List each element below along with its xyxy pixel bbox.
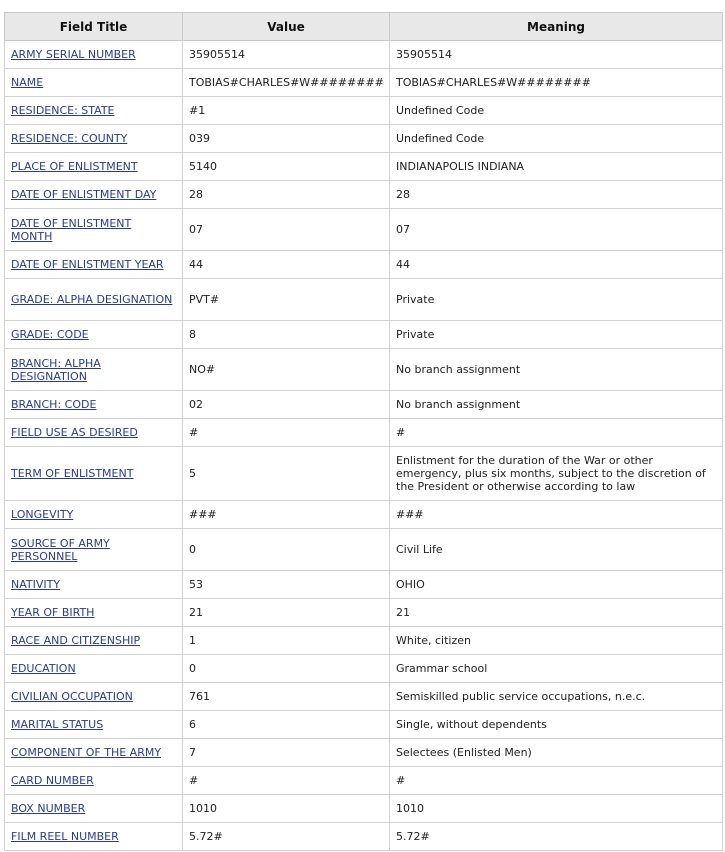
field-title-link[interactable]: GRADE: ALPHA DESIGNATION <box>11 293 173 306</box>
meaning-cell: 35905514 <box>390 41 723 69</box>
meaning-cell: Selectees (Enlisted Men) <box>390 739 723 767</box>
field-title-cell <box>5 599 183 627</box>
field-title-link[interactable]: BRANCH: ALPHA DESIGNATION <box>11 356 101 383</box>
table-row <box>5 739 723 767</box>
table-row <box>5 795 723 823</box>
field-title-cell <box>5 419 183 447</box>
field-title-cell <box>5 683 183 711</box>
field-title-cell <box>5 153 183 181</box>
value-cell: ### <box>183 501 390 529</box>
field-title-cell <box>5 321 183 349</box>
field-title-link[interactable]: GRADE: CODE <box>11 328 89 341</box>
field-title-cell <box>5 391 183 419</box>
table-row <box>5 501 723 529</box>
meaning-cell: 07 <box>390 209 723 251</box>
meaning-cell: Grammar school <box>390 655 723 683</box>
table-row <box>5 599 723 627</box>
value-cell: TOBIAS#CHARLES#W######## <box>183 69 390 97</box>
field-title-cell <box>5 795 183 823</box>
column-header-field-title: Field Title <box>5 13 183 41</box>
table-row <box>5 683 723 711</box>
field-title-cell <box>5 627 183 655</box>
value-cell: 5140 <box>183 153 390 181</box>
field-title-link[interactable]: RESIDENCE: COUNTY <box>11 132 128 145</box>
field-title-link[interactable]: RESIDENCE: STATE <box>11 104 115 117</box>
meaning-cell: Undefined Code <box>390 97 723 125</box>
field-title-cell <box>5 41 183 69</box>
value-cell: 8 <box>183 321 390 349</box>
value-cell: #1 <box>183 97 390 125</box>
field-title-link[interactable]: SOURCE OF ARMY PERSONNEL <box>11 536 110 563</box>
table-row <box>5 181 723 209</box>
field-title-cell <box>5 655 183 683</box>
field-title-link[interactable]: BRANCH: CODE <box>11 398 97 411</box>
field-title-link[interactable]: MARITAL STATUS <box>11 718 104 731</box>
value-cell: 5 <box>183 447 390 501</box>
field-title-cell <box>5 251 183 279</box>
value-cell: 21 <box>183 599 390 627</box>
table-row <box>5 823 723 851</box>
meaning-cell: Civil Life <box>390 529 723 571</box>
field-title-cell <box>5 447 183 501</box>
meaning-cell: Private <box>390 279 723 321</box>
value-cell: PVT# <box>183 279 390 321</box>
table-row <box>5 711 723 739</box>
table-row <box>5 41 723 69</box>
meaning-cell: INDIANAPOLIS INDIANA <box>390 153 723 181</box>
field-title-link[interactable]: YEAR OF BIRTH <box>11 606 95 619</box>
value-cell: 5.72# <box>183 823 390 851</box>
field-title-cell <box>5 209 183 251</box>
value-cell: 44 <box>183 251 390 279</box>
value-cell: 6 <box>183 711 390 739</box>
value-cell: 0 <box>183 655 390 683</box>
field-title-cell <box>5 181 183 209</box>
value-cell: NO# <box>183 349 390 391</box>
table-body <box>5 41 723 851</box>
column-header-meaning: Meaning <box>390 13 723 41</box>
field-title-link[interactable]: BOX NUMBER <box>11 802 86 815</box>
meaning-cell: 21 <box>390 599 723 627</box>
field-title-cell <box>5 571 183 599</box>
value-cell: 7 <box>183 739 390 767</box>
value-cell: 039 <box>183 125 390 153</box>
field-title-cell <box>5 125 183 153</box>
value-cell: 1 <box>183 627 390 655</box>
field-title-cell <box>5 767 183 795</box>
table-row <box>5 153 723 181</box>
value-cell: # <box>183 767 390 795</box>
meaning-cell: # <box>390 419 723 447</box>
field-title-link[interactable]: DATE OF ENLISTMENT YEAR <box>11 258 164 271</box>
field-title-cell <box>5 711 183 739</box>
meaning-cell: Semiskilled public service occupations, n.e.c. <box>390 683 723 711</box>
meaning-cell: # <box>390 767 723 795</box>
table-row <box>5 349 723 391</box>
field-title-link[interactable]: COMPONENT OF THE ARMY <box>11 746 162 759</box>
field-title-cell <box>5 823 183 851</box>
field-title-cell <box>5 69 183 97</box>
meaning-cell: No branch assignment <box>390 391 723 419</box>
field-title-link[interactable]: LONGEVITY <box>11 508 74 521</box>
table-row <box>5 529 723 571</box>
table-row <box>5 69 723 97</box>
field-title-cell <box>5 349 183 391</box>
table-row <box>5 251 723 279</box>
table-row <box>5 627 723 655</box>
table-row <box>5 767 723 795</box>
table-row <box>5 321 723 349</box>
meaning-cell: 1010 <box>390 795 723 823</box>
field-title-link[interactable]: NAME <box>11 76 44 89</box>
value-cell: 761 <box>183 683 390 711</box>
meaning-cell: 28 <box>390 181 723 209</box>
field-title-link[interactable]: CIVILIAN OCCUPATION <box>11 690 133 703</box>
meaning-cell: OHIO <box>390 571 723 599</box>
meaning-cell: No branch assignment <box>390 349 723 391</box>
value-cell: 0 <box>183 529 390 571</box>
value-cell: 07 <box>183 209 390 251</box>
table-row <box>5 447 723 501</box>
value-cell: 28 <box>183 181 390 209</box>
value-cell: 35905514 <box>183 41 390 69</box>
field-title-link[interactable]: TERM OF ENLISTMENT <box>11 467 134 480</box>
meaning-cell: 44 <box>390 251 723 279</box>
meaning-cell: Single, without dependents <box>390 711 723 739</box>
table-row <box>5 97 723 125</box>
table-row <box>5 655 723 683</box>
value-cell: 1010 <box>183 795 390 823</box>
field-title-link[interactable]: RACE AND CITIZENSHIP <box>11 634 141 647</box>
value-cell: 02 <box>183 391 390 419</box>
table-row <box>5 419 723 447</box>
field-title-cell <box>5 739 183 767</box>
value-cell: # <box>183 419 390 447</box>
meaning-cell: Enlistment for the duration of the War or other emergency, plus six months, subject to the discretion of the President or otherwise according to law <box>390 447 723 501</box>
value-cell: 53 <box>183 571 390 599</box>
field-title-link[interactable]: PLACE OF ENLISTMENT <box>11 160 138 173</box>
table-row <box>5 209 723 251</box>
field-title-link[interactable]: FILM REEL NUMBER <box>11 830 119 843</box>
field-title-link[interactable]: DATE OF ENLISTMENT MONTH <box>11 216 132 243</box>
field-title-link[interactable]: EDUCATION <box>11 662 76 675</box>
field-title-cell <box>5 97 183 125</box>
field-title-cell <box>5 529 183 571</box>
table-row <box>5 125 723 153</box>
meaning-cell: Private <box>390 321 723 349</box>
meaning-cell: ### <box>390 501 723 529</box>
meaning-cell: 5.72# <box>390 823 723 851</box>
table-row <box>5 279 723 321</box>
field-title-link[interactable]: ARMY SERIAL NUMBER <box>11 48 136 61</box>
field-title-link[interactable]: NATIVITY <box>11 578 61 591</box>
table-row <box>5 391 723 419</box>
meaning-cell: White, citizen <box>390 627 723 655</box>
field-title-cell <box>5 279 183 321</box>
meaning-cell: TOBIAS#CHARLES#W######## <box>390 69 723 97</box>
table-row <box>5 571 723 599</box>
meaning-cell: Undefined Code <box>390 125 723 153</box>
field-title-cell <box>5 501 183 529</box>
header-row <box>5 13 723 41</box>
column-header-value: Value <box>183 13 390 41</box>
field-title-link[interactable]: CARD NUMBER <box>11 774 94 787</box>
field-title-link[interactable]: DATE OF ENLISTMENT DAY <box>11 188 157 201</box>
field-title-link[interactable]: FIELD USE AS DESIRED <box>11 426 138 439</box>
enlistment-record-table <box>4 12 723 851</box>
